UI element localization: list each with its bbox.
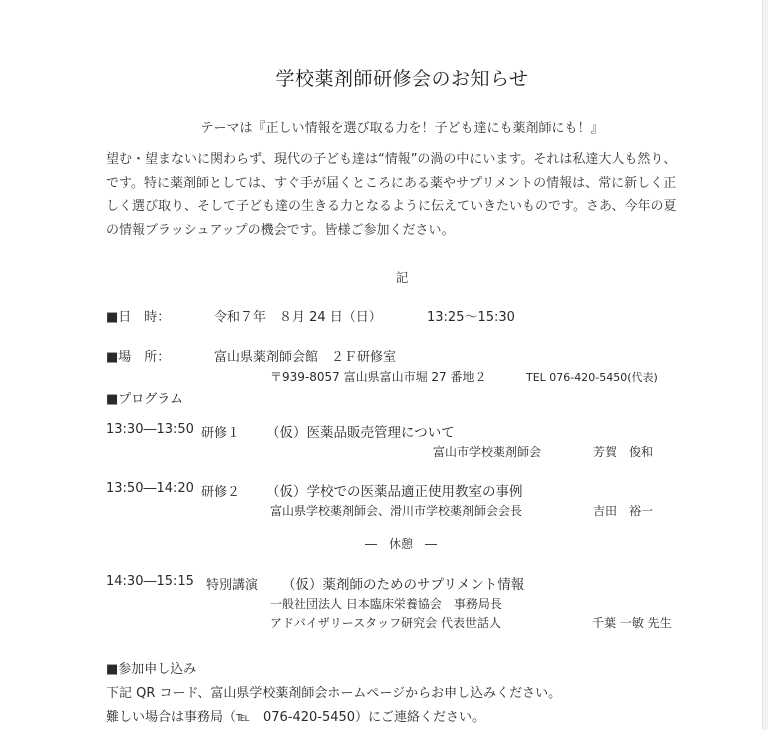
- intro-line: の情報ブラッシュアップの機会です。皆様ご参加ください。: [106, 222, 455, 238]
- session-time: 13:30―13:50: [106, 422, 194, 437]
- special-kind: 特別講演: [206, 578, 259, 593]
- session-kind: 研修２: [201, 485, 241, 500]
- intro-paragraph: [106, 148, 706, 242]
- theme-line: テーマは『正しい情報を選び取る力を！子ども達にも薬剤師にも！』: [200, 121, 604, 136]
- intro-line: しく選び取り、そして子ども達の生きる力となるように伝えていきたいものです。さあ、今年の夏: [106, 199, 677, 214]
- special-org: アドバイザリースタッフ研究会 代表世話人: [270, 616, 501, 630]
- apply-label: ■参加申し込み: [106, 662, 197, 677]
- apply-text: 下記 QR コード、富山県学校薬剤師会ホームページからお申し込みください。: [106, 686, 562, 701]
- session-org: 富山県学校薬剤師会、滑川市学校薬剤師会会長: [270, 504, 523, 518]
- date-label: ■日 時：: [106, 310, 171, 325]
- intro-line: 望む・望まないに関わらず、現代の子ども達は“情報”の渦の中にいます。それは私達大人も然り、: [106, 152, 677, 167]
- page-edge: [762, 0, 768, 730]
- ki-marker: 記: [395, 270, 409, 285]
- venue-label: ■場 所：: [106, 350, 171, 365]
- special-speaker: 千葉 一敏 先生: [592, 616, 672, 630]
- special-time: 14:30―15:15: [106, 574, 194, 589]
- break-marker: ― 休憩 ―: [365, 537, 438, 551]
- venue-address: 〒939-8057 富山県富山市堀 27 番地２: [270, 370, 487, 384]
- intro-line: です。特に薬剤師としては、すぐ手が届くところにある薬やサプリメントの情報は、常に新しく正: [106, 175, 677, 191]
- session-time: 13:50―14:20: [106, 481, 194, 496]
- session-org: 富山市学校薬剤師会: [433, 445, 542, 459]
- document-title: 学校薬剤師研修会のお知らせ: [275, 68, 529, 90]
- session-title: （仮）学校での医薬品適正使用教室の事例: [266, 484, 523, 500]
- venue-tel: TEL 076-420-5450(代表): [526, 371, 658, 384]
- program-label: ■プログラム: [106, 392, 184, 407]
- event-time: 13:25～15:30: [427, 310, 515, 325]
- session-speaker: 吉田 裕一: [593, 504, 654, 518]
- venue-name: 富山県薬剤師会館 ２Ｆ研修室: [214, 350, 397, 365]
- session-title: （仮）医薬品販売管理について: [266, 425, 455, 441]
- apply-contact: 難しい場合は事務局（℡ 076-420-5450）にご連絡ください。: [106, 710, 486, 725]
- special-title: （仮）薬剤師のためのサプリメント情報: [282, 577, 525, 593]
- session-speaker: 芳賀 俊和: [593, 445, 654, 459]
- session-kind: 研修１: [201, 426, 241, 441]
- special-org: 一般社団法人 日本臨床栄養協会 事務局長: [270, 597, 502, 611]
- event-date: 令和７年 ８月 24 日（日）: [214, 310, 382, 325]
